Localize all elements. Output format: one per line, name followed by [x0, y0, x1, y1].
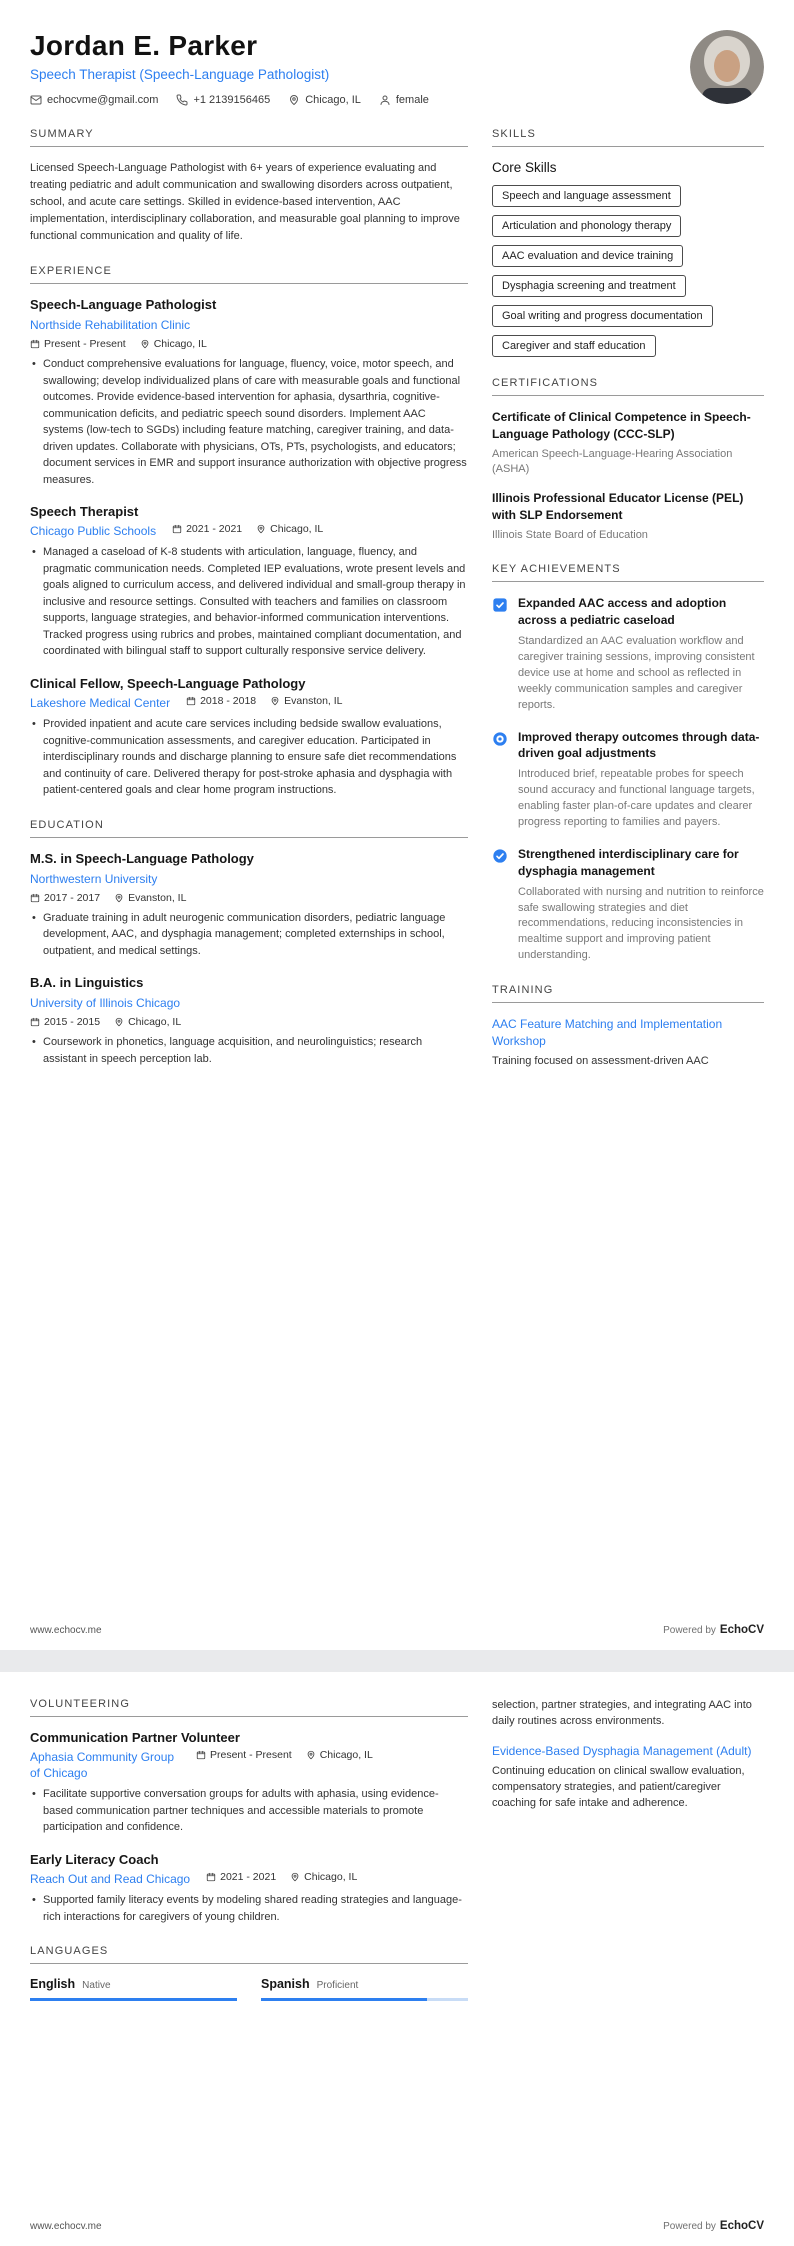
entry-meta: [186, 695, 342, 707]
organization-link[interactable]: Aphasia Community Group of Chicago: [30, 1750, 175, 1781]
entry-location: Evanston, IL: [284, 694, 343, 707]
language-name: English: [30, 1977, 76, 1992]
experience-section: [30, 265, 468, 798]
powered-prefix: Powered by: [663, 1625, 716, 1636]
contact-email[interactable]: [30, 94, 158, 106]
target-icon: [492, 731, 508, 747]
volunteer-role-title: Communication Partner Volunteer: [30, 1730, 240, 1745]
company-link[interactable]: Northside Rehabilitation Clinic: [30, 318, 191, 333]
location-icon: [256, 524, 266, 534]
experience-entry: [30, 504, 468, 660]
skill-chip: AAC evaluation and device training: [492, 245, 683, 267]
education-entry: [30, 975, 468, 1067]
location-icon: [270, 696, 280, 706]
calendar-icon: [30, 339, 40, 349]
experience-entry: [30, 297, 468, 488]
bullet: • Provided inpatient and acute care services including bedside swallow evaluations, cognitive-communication assessments, and caregiver education. Participated in interdisciplinary rounds and discharge planning to ensure safe diet recommendations and continuity of care. Delivered therapy for post-stroke aphasia and dysphagia with patient-centered goals and clear home program instructions.: [30, 716, 468, 799]
location-icon: [114, 893, 124, 903]
contact-gender-text: female: [395, 94, 429, 106]
skill-chip: Goal writing and progress documentation: [492, 305, 713, 327]
bullet-list: [30, 544, 468, 660]
achievement-body: [518, 595, 764, 713]
job-title: Clinical Fellow, Speech-Language Pathology: [30, 675, 306, 691]
header-text-block: [30, 30, 429, 106]
training-item: [492, 1743, 764, 1812]
achievement-item: [492, 729, 764, 831]
entry-meta: [30, 1016, 468, 1028]
education-section: [30, 819, 468, 1068]
entry-dates: 2015 - 2015: [44, 1016, 101, 1029]
education-entry: [30, 851, 468, 960]
key-achievements-section: [492, 563, 764, 964]
language-item: [261, 1977, 468, 2001]
calendar-icon: [172, 524, 182, 534]
key-achievements-heading: KEY ACHIEVEMENTS: [492, 563, 764, 582]
language-proficiency-bar: [261, 1998, 468, 2001]
entry-location: Chicago, IL: [128, 1016, 182, 1029]
training-title-link[interactable]: Evidence-Based Dysphagia Management (Adult): [492, 1743, 752, 1758]
company-link[interactable]: Lakeshore Medical Center: [30, 695, 171, 710]
entry-location: Chicago, IL: [304, 1870, 358, 1883]
entry-meta: [172, 523, 323, 535]
calendar-icon: [30, 1017, 40, 1027]
certification-issuer: Illinois State Board of Education: [492, 528, 648, 541]
volunteer-role-title: Early Literacy Coach: [30, 1851, 159, 1867]
phone-icon: [176, 94, 188, 106]
languages-heading: LANGUAGES: [30, 1945, 468, 1964]
language-item: [30, 1977, 237, 2001]
person-name: Jordan E. Parker: [30, 30, 258, 61]
certification-name: Certificate of Clinical Competence in Speech-Language Pathology (CCC-SLP): [492, 410, 751, 441]
site-link[interactable]: www.echocv.me: [30, 1625, 102, 1636]
contact-location: [288, 94, 361, 106]
achievement-body: [518, 729, 764, 831]
achievement-item: [492, 595, 764, 713]
calendar-icon: [196, 1750, 206, 1760]
achievement-title: Strengthened interdisciplinary care for dysphagia management: [518, 846, 739, 878]
achievement-text: Collaborated with nursing and nutrition to reinforce safe swallowing strategies and diet recommendations, reducing inconsistencies in mealtime support and improving patient understanding.: [518, 885, 764, 962]
entry-dates: 2018 - 2018: [200, 694, 257, 707]
entry-dates: Present - Present: [44, 338, 126, 351]
entry-location: Chicago, IL: [319, 1749, 373, 1761]
job-title: Speech Therapist: [30, 504, 139, 520]
bullet: • Managed a caseload of K-8 students with articulation, language, fluency, and pragmatic communication needs. Completed IEP evaluations, wrote present levels and goals aligned to curriculum access, and delivered individual and small-group therapy in inclusive and resource settings. Consulted with teachers and families on classroom supports, language strategies, and behavior-informed communication interventions. Tracked progress using rubrics and probes, maintained compliant documentation, and coordinated with bilingual staff to support culturally responsive service delivery.: [30, 544, 468, 660]
powered-by[interactable]: [663, 1624, 764, 1636]
location-icon: [290, 1872, 300, 1882]
bullet: • Graduate training in adult neurogenic communication disorders, pediatric language development, AAC, and dysphagia management; completed externships in school, outpatient, and medical settings.: [30, 910, 468, 960]
achievement-item: [492, 846, 764, 964]
brand-logo: EchoCV: [719, 2220, 764, 2232]
company-link[interactable]: Chicago Public Schools: [30, 524, 157, 539]
location-icon: [114, 1017, 124, 1027]
person-job-title: Speech Therapist (Speech-Language Pathologist): [30, 67, 330, 82]
volunteering-entry: [30, 1730, 468, 1836]
certification-issuer: American Speech-Language-Hearing Association (ASHA): [492, 447, 733, 475]
contact-phone[interactable]: [176, 94, 270, 106]
certification-item: [492, 490, 764, 543]
training-item: [492, 1016, 764, 1070]
volunteering-section: [30, 1698, 468, 1925]
skill-chip: Dysphagia screening and treatment: [492, 275, 686, 297]
calendar-icon: [186, 696, 196, 706]
bullet-list: [30, 716, 468, 799]
powered-prefix: Powered by: [663, 2221, 716, 2232]
entry-location: Chicago, IL: [270, 523, 324, 536]
certifications-heading: CERTIFICATIONS: [492, 377, 764, 396]
bullet: • Facilitate supportive conversation groups for adults with aphasia, using evidence-based communication partner techniques and accessible materials to promote participation and confidence.: [30, 1786, 468, 1836]
entry-dates: 2017 - 2017: [44, 891, 101, 904]
achievement-title: Expanded AAC access and adoption across a pediatric caseload: [518, 596, 727, 628]
training-text: Training focused on assessment-driven AAC: [492, 1054, 709, 1067]
entry-meta: [196, 1749, 373, 1761]
education-heading: EDUCATION: [30, 819, 468, 838]
bullet-list: [30, 356, 468, 488]
entry-location: Chicago, IL: [153, 338, 207, 351]
language-proficiency-fill: [30, 1998, 237, 2001]
skill-chip-list: [492, 185, 764, 357]
bullet-list: [30, 1786, 468, 1836]
resume-header: [30, 30, 764, 106]
skill-chip: Articulation and phonology therapy: [492, 215, 681, 237]
languages-section: [30, 1945, 468, 2001]
volunteering-entry: [30, 1852, 468, 1925]
skills-group-title: Core Skills: [492, 160, 557, 175]
entry-location: Evanston, IL: [128, 891, 187, 904]
certifications-section: [492, 377, 764, 543]
language-proficiency-fill: [261, 1998, 427, 2001]
profile-photo: [690, 30, 764, 104]
language-name: Spanish: [261, 1977, 310, 1992]
bullet-list: [30, 1892, 468, 1925]
certification-item: [492, 409, 764, 477]
training-text: Continuing education on clinical swallow evaluation, compensatory strategies, and patient/caregiver coaching for safe intake and adherence.: [492, 1764, 745, 1809]
contact-phone-text: +1 2139156465: [193, 94, 271, 106]
summary-heading: SUMMARY: [30, 128, 468, 147]
contact-gender: [379, 94, 429, 106]
skill-chip: Caregiver and staff education: [492, 335, 656, 357]
language-level: Native: [82, 1980, 111, 1992]
calendar-icon: [30, 893, 40, 903]
degree-title: B.A. in Linguistics: [30, 975, 144, 991]
person-icon: [379, 94, 391, 106]
training-heading: TRAINING: [492, 984, 764, 1003]
volunteering-heading: VOLUNTEERING: [30, 1698, 468, 1717]
summary-section: [30, 128, 468, 245]
training-section: [492, 984, 764, 1070]
page-footer: [30, 1624, 764, 1636]
training-text-continued: selection, partner strategies, and integrating AAC into daily routines across environments.: [492, 1699, 752, 1727]
entry-meta: [206, 1871, 357, 1883]
entry-meta: [30, 892, 468, 904]
page-2: [0, 1672, 794, 2246]
contact-row: [30, 94, 429, 106]
powered-by[interactable]: [663, 2220, 764, 2232]
certification-name: Illinois Professional Educator License (PEL) with SLP Endorsement: [492, 491, 744, 523]
school-link[interactable]: University of Illinois Chicago: [30, 996, 181, 1011]
entry-meta: [30, 338, 468, 350]
location-icon: [306, 1750, 316, 1760]
training-item-continued: [492, 1698, 764, 1730]
language-proficiency-bar: [30, 1998, 237, 2001]
contact-email-text: echocvme@gmail.com: [47, 94, 159, 106]
bullet-list: [30, 1034, 468, 1067]
achievement-body: [518, 846, 764, 964]
experience-heading: EXPERIENCE: [30, 265, 468, 284]
entry-dates: Present - Present: [210, 1749, 292, 1761]
contact-location-text: Chicago, IL: [305, 94, 361, 106]
location-icon: [288, 94, 300, 106]
page-footer: [30, 2220, 764, 2232]
location-icon: [140, 339, 150, 349]
email-icon: [30, 94, 42, 106]
achievement-title: Improved therapy outcomes through data-driven goal adjustments: [518, 729, 760, 761]
calendar-icon: [206, 1872, 216, 1882]
bullet: • Coursework in phonetics, language acquisition, and neurolinguistics; research assistant in speech perception lab.: [30, 1034, 468, 1067]
language-list: [30, 1977, 468, 2001]
bullet: • Conduct comprehensive evaluations for language, fluency, voice, motor speech, and swallowing; develop individualized plans of care with measurable goals and functional outcomes. Provide evidence-based intervention for aphasia, dysarthria, cognitive-communication deficits, and pediatric speech sound disorders. Implement AAC systems (low-tech to SGDs) including feature matching, caregiver training, and data-driven updates. Collaborate with physicians, OTs, PTs, psychologists, and educators; document services in EMR and support insurance authorization with objective progress measures.: [30, 356, 468, 488]
entry-dates: 2021 - 2021: [220, 1870, 277, 1883]
summary-text: Licensed Speech-Language Pathologist with 6+ years of experience evaluating and treating pediatric and adult communication and swallowing disorders across outpatient, school, and acute care settings. Skilled in evidence-based intervention, AAC implementation, interdisciplinary collaboration, and measurable goal planning to improve functional communication and quality of life.: [30, 162, 460, 243]
brand-logo: EchoCV: [719, 1624, 764, 1636]
training-title-link[interactable]: AAC Feature Matching and Implementation Workshop: [492, 1017, 723, 1049]
skills-section: [492, 128, 764, 357]
site-link[interactable]: www.echocv.me: [30, 2221, 102, 2232]
achievement-text: Introduced brief, repeatable probes for speech sound accuracy and functional language targets, enabling faster plan-of-care updates and clearer progress reporting to families and payers.: [518, 768, 755, 829]
language-level: Proficient: [316, 1980, 359, 1992]
job-title: Speech-Language Pathologist: [30, 297, 217, 313]
bullet: • Supported family literacy events by modeling shared reading strategies and language-rich interactions for caregivers of young children.: [30, 1892, 468, 1925]
check-circle-icon: [492, 848, 508, 864]
skill-chip: Speech and language assessment: [492, 185, 681, 207]
organization-link[interactable]: Reach Out and Read Chicago: [30, 1871, 191, 1886]
skills-heading: SKILLS: [492, 128, 764, 147]
degree-title: M.S. in Speech-Language Pathology: [30, 850, 254, 866]
bullet-list: [30, 910, 468, 960]
entry-dates: 2021 - 2021: [186, 523, 243, 536]
checkbox-icon: [492, 597, 508, 613]
school-link[interactable]: Northwestern University: [30, 871, 158, 886]
achievement-text: Standardized an AAC evaluation workflow and caregiver training sessions, improving consistent device use at home and school as reflected in weekly communication samples and caregiver reports.: [518, 634, 755, 711]
experience-entry: [30, 676, 468, 799]
